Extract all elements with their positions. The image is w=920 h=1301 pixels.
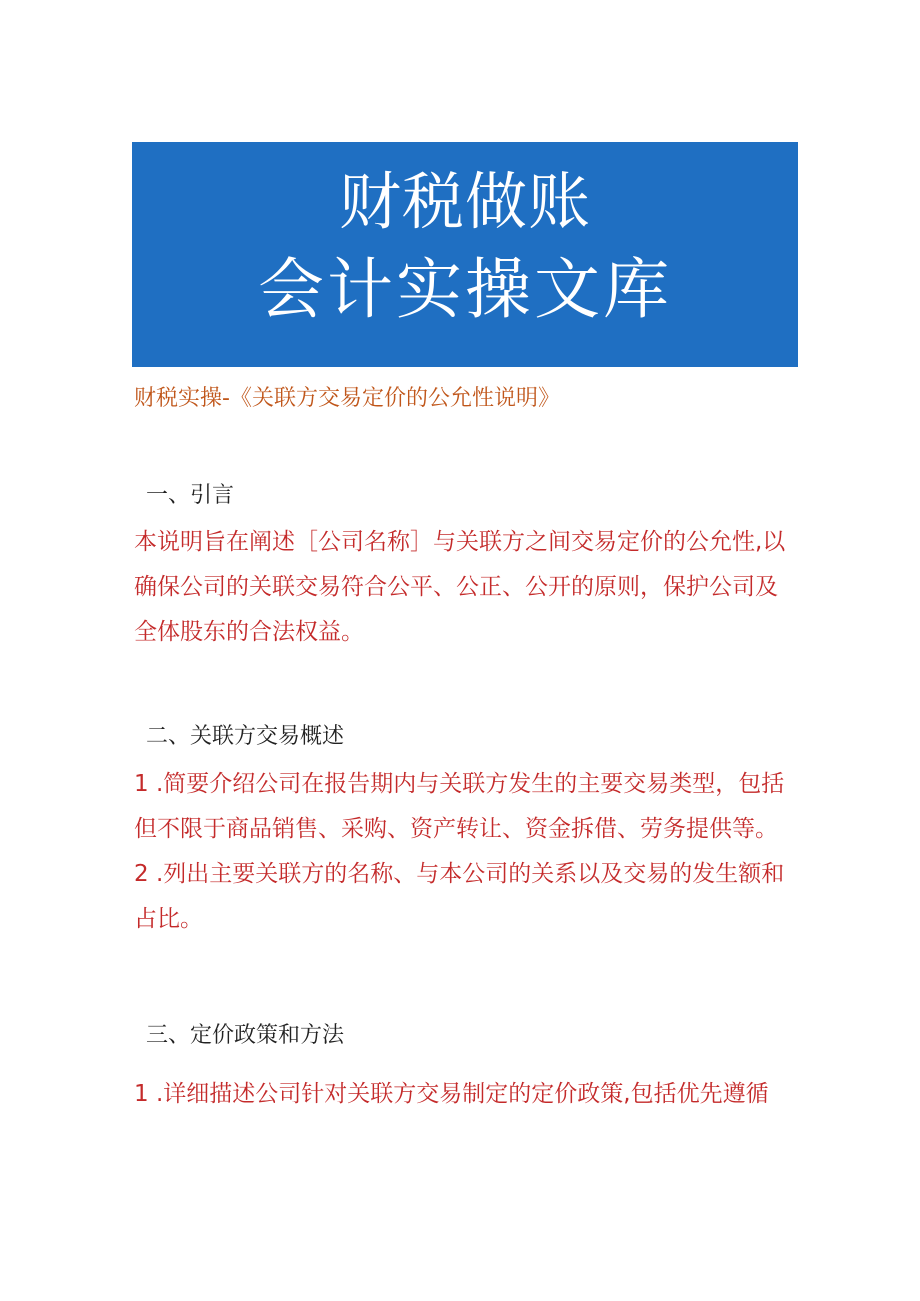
section-heading-overview: 二、关联方交易概述: [146, 724, 345, 749]
paragraph-line: 2 .列出主要关联方的名称、与本公司的关系以及交易的发生额和: [134, 861, 785, 887]
title-banner: [132, 142, 798, 367]
paragraph-line: 但不限于商品销售、采购、资产转让、资金拆借、劳务提供等。: [134, 816, 778, 842]
paragraph-line: 占比。: [134, 906, 203, 932]
banner-title-line2: 会计实操文库: [258, 251, 672, 328]
section-heading-pricing-policy: 三、定价政策和方法: [146, 1023, 345, 1048]
section-heading-introduction: 一、引言: [146, 483, 235, 508]
paragraph-line: 确保公司的关联交易符合公平、公正、公开的原则，保护公司及: [134, 574, 778, 600]
banner-title-line1: 财税做账: [338, 165, 591, 238]
paragraph-line: 本说明旨在阐述［公司名称］与关联方之间交易定价的公允性,以: [134, 529, 786, 555]
document-subtitle: 财税实操-《关联方交易定价的公允性说明》: [134, 386, 560, 411]
section-body-pricing-policy: [134, 1072, 804, 1117]
paragraph-line: 1 .详细描述公司针对关联方交易制定的定价政策,包括优先遵循: [134, 1081, 769, 1107]
section-body-introduction: [134, 520, 804, 655]
paragraph-line: 1 .简要介绍公司在报告期内与关联方发生的主要交易类型，包括: [134, 771, 785, 797]
section-body-overview: [134, 762, 804, 942]
paragraph-line: 全体股东的合法权益。: [134, 619, 364, 645]
